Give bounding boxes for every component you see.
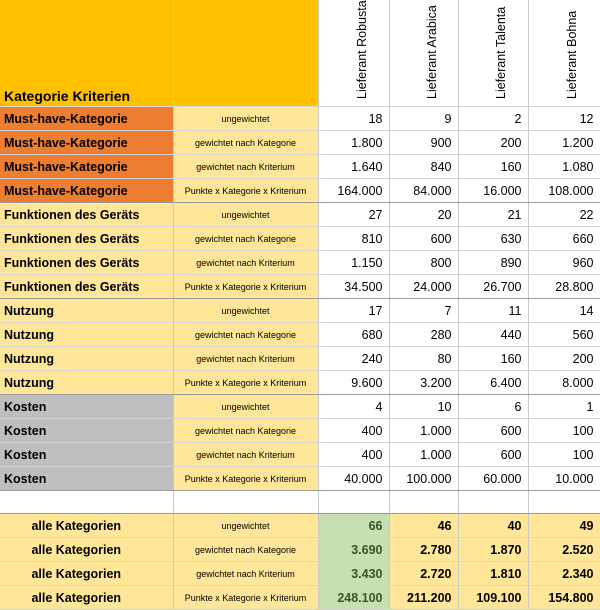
- weighting-cell[interactable]: gewichtet nach Kategorie: [173, 323, 318, 347]
- empty-cell[interactable]: [318, 491, 389, 514]
- value-cell[interactable]: 17: [318, 299, 389, 323]
- weighting-cell[interactable]: Punkte x Kategorie x Kriterium: [173, 179, 318, 203]
- empty-cell[interactable]: [528, 491, 600, 514]
- value-cell[interactable]: 20: [389, 203, 458, 227]
- weighting-cell[interactable]: Punkte x Kategorie x Kriterium: [173, 586, 318, 610]
- value-cell[interactable]: 440: [458, 323, 528, 347]
- value-cell[interactable]: 1.080: [528, 155, 600, 179]
- category-cell[interactable]: Funktionen des Geräts: [0, 203, 173, 227]
- category-cell[interactable]: Kosten: [0, 395, 173, 419]
- total-row: [0, 514, 600, 538]
- total-value-cell[interactable]: 109.100: [458, 586, 528, 610]
- weighting-cell[interactable]: gewichtet nach Kriterium: [173, 251, 318, 275]
- category-cell[interactable]: Funktionen des Geräts: [0, 227, 173, 251]
- value-cell[interactable]: 1.150: [318, 251, 389, 275]
- table-row: [0, 395, 600, 419]
- best-value-cell[interactable]: 248.100: [318, 586, 389, 610]
- value-cell[interactable]: 40.000: [318, 467, 389, 491]
- value-cell[interactable]: 9.600: [318, 371, 389, 395]
- value-cell[interactable]: 680: [318, 323, 389, 347]
- category-cell[interactable]: Kosten: [0, 443, 173, 467]
- value-cell[interactable]: 100.000: [389, 467, 458, 491]
- supplier-label: Lieferant Talenta: [494, 6, 508, 99]
- category-cell[interactable]: Must-have-Kategorie: [0, 155, 173, 179]
- category-cell[interactable]: Must-have-Kategorie: [0, 107, 173, 131]
- supplier-header[interactable]: [458, 0, 528, 107]
- value-cell[interactable]: 100: [528, 443, 600, 467]
- supplier-label: Lieferant Bohna: [565, 10, 579, 99]
- table-row: [0, 131, 600, 155]
- value-cell[interactable]: 900: [389, 131, 458, 155]
- value-cell[interactable]: 16.000: [458, 179, 528, 203]
- value-cell[interactable]: 1: [528, 395, 600, 419]
- table-row: [0, 203, 600, 227]
- weighting-cell[interactable]: ungewichtet: [173, 203, 318, 227]
- weighting-cell[interactable]: gewichtet nach Kriterium: [173, 155, 318, 179]
- header-blank-cell[interactable]: [173, 0, 318, 107]
- category-cell[interactable]: Nutzung: [0, 347, 173, 371]
- value-cell[interactable]: 890: [458, 251, 528, 275]
- table-row: [0, 107, 600, 131]
- value-cell[interactable]: 18: [318, 107, 389, 131]
- value-cell[interactable]: 280: [389, 323, 458, 347]
- value-cell[interactable]: 3.200: [389, 371, 458, 395]
- value-cell[interactable]: 7: [389, 299, 458, 323]
- category-cell[interactable]: Nutzung: [0, 323, 173, 347]
- header-title[interactable]: Kategorie Kriterien: [0, 0, 173, 107]
- value-cell[interactable]: 1.000: [389, 419, 458, 443]
- total-row: [0, 562, 600, 586]
- empty-cell[interactable]: [0, 491, 173, 514]
- value-cell[interactable]: 630: [458, 227, 528, 251]
- value-cell[interactable]: 4: [318, 395, 389, 419]
- category-cell[interactable]: Must-have-Kategorie: [0, 131, 173, 155]
- category-cell[interactable]: Funktionen des Geräts: [0, 251, 173, 275]
- value-cell[interactable]: 1.000: [389, 443, 458, 467]
- category-cell[interactable]: Nutzung: [0, 299, 173, 323]
- value-cell[interactable]: 400: [318, 443, 389, 467]
- weighting-cell[interactable]: ungewichtet: [173, 514, 318, 538]
- category-cell[interactable]: Kosten: [0, 467, 173, 491]
- total-value-cell[interactable]: 211.200: [389, 586, 458, 610]
- category-cell[interactable]: Funktionen des Geräts: [0, 275, 173, 299]
- weighting-cell[interactable]: Punkte x Kategorie x Kriterium: [173, 467, 318, 491]
- total-value-cell[interactable]: 154.800: [528, 586, 600, 610]
- total-category-cell[interactable]: alle Kategorien: [0, 586, 173, 610]
- header-row: [0, 0, 600, 107]
- total-category-cell[interactable]: alle Kategorien: [0, 562, 173, 586]
- value-cell[interactable]: 8.000: [528, 371, 600, 395]
- value-cell[interactable]: 200: [528, 347, 600, 371]
- table-row: [0, 251, 600, 275]
- value-cell[interactable]: 600: [458, 443, 528, 467]
- best-value-cell[interactable]: 3.690: [318, 538, 389, 562]
- supplier-header[interactable]: [389, 0, 458, 107]
- value-cell[interactable]: 22: [528, 203, 600, 227]
- total-value-cell[interactable]: 2.340: [528, 562, 600, 586]
- table-row: [0, 323, 600, 347]
- total-value-cell[interactable]: 46: [389, 514, 458, 538]
- total-value-cell[interactable]: 2.520: [528, 538, 600, 562]
- total-value-cell[interactable]: 1.810: [458, 562, 528, 586]
- value-cell[interactable]: 108.000: [528, 179, 600, 203]
- total-value-cell[interactable]: 2.780: [389, 538, 458, 562]
- total-value-cell[interactable]: 49: [528, 514, 600, 538]
- value-cell[interactable]: 600: [389, 227, 458, 251]
- value-cell[interactable]: 1.640: [318, 155, 389, 179]
- value-cell[interactable]: 810: [318, 227, 389, 251]
- value-cell[interactable]: 960: [528, 251, 600, 275]
- total-value-cell[interactable]: 40: [458, 514, 528, 538]
- value-cell[interactable]: 240: [318, 347, 389, 371]
- value-cell[interactable]: 26.700: [458, 275, 528, 299]
- weighting-cell[interactable]: gewichtet nach Kriterium: [173, 443, 318, 467]
- table-row: [0, 467, 600, 491]
- supplier-header[interactable]: [528, 0, 600, 107]
- supplier-label: Lieferant Robusta: [354, 0, 369, 99]
- weighting-cell[interactable]: gewichtet nach Kriterium: [173, 347, 318, 371]
- value-cell[interactable]: 6: [458, 395, 528, 419]
- weighting-cell[interactable]: gewichtet nach Kriterium: [173, 562, 318, 586]
- value-cell[interactable]: 840: [389, 155, 458, 179]
- table-row: [0, 227, 600, 251]
- value-cell[interactable]: 10.000: [528, 467, 600, 491]
- table-row: [0, 155, 600, 179]
- table-row: [0, 347, 600, 371]
- value-cell[interactable]: 60.000: [458, 467, 528, 491]
- empty-cell[interactable]: [173, 491, 318, 514]
- value-cell[interactable]: 27: [318, 203, 389, 227]
- weighting-cell[interactable]: gewichtet nach Kategorie: [173, 227, 318, 251]
- value-cell[interactable]: 660: [528, 227, 600, 251]
- total-value-cell[interactable]: 1.870: [458, 538, 528, 562]
- table-row: [0, 275, 600, 299]
- weighting-cell[interactable]: gewichtet nach Kategorie: [173, 419, 318, 443]
- value-cell[interactable]: 14: [528, 299, 600, 323]
- table-row: [0, 443, 600, 467]
- weighting-cell[interactable]: Punkte x Kategorie x Kriterium: [173, 371, 318, 395]
- table-row: [0, 299, 600, 323]
- value-cell[interactable]: 400: [318, 419, 389, 443]
- value-cell[interactable]: 84.000: [389, 179, 458, 203]
- weighting-cell[interactable]: Punkte x Kategorie x Kriterium: [173, 275, 318, 299]
- value-cell[interactable]: 12: [528, 107, 600, 131]
- value-cell[interactable]: 34.500: [318, 275, 389, 299]
- table-row: [0, 371, 600, 395]
- value-cell[interactable]: 10: [389, 395, 458, 419]
- value-cell[interactable]: 164.000: [318, 179, 389, 203]
- weighting-cell[interactable]: ungewichtet: [173, 107, 318, 131]
- value-cell[interactable]: 6.400: [458, 371, 528, 395]
- value-cell[interactable]: 160: [458, 155, 528, 179]
- weighting-cell[interactable]: gewichtet nach Kategorie: [173, 131, 318, 155]
- empty-cell[interactable]: [389, 491, 458, 514]
- value-cell[interactable]: 28.800: [528, 275, 600, 299]
- weighting-cell[interactable]: ungewichtet: [173, 299, 318, 323]
- value-cell[interactable]: 9: [389, 107, 458, 131]
- value-cell[interactable]: 1.200: [528, 131, 600, 155]
- value-cell[interactable]: 11: [458, 299, 528, 323]
- total-category-cell[interactable]: alle Kategorien: [0, 538, 173, 562]
- supplier-header[interactable]: [318, 0, 389, 107]
- category-cell[interactable]: Nutzung: [0, 371, 173, 395]
- value-cell[interactable]: 2: [458, 107, 528, 131]
- weighting-cell[interactable]: ungewichtet: [173, 395, 318, 419]
- value-cell[interactable]: 1.800: [318, 131, 389, 155]
- value-cell[interactable]: 200: [458, 131, 528, 155]
- value-cell[interactable]: 800: [389, 251, 458, 275]
- value-cell[interactable]: 100: [528, 419, 600, 443]
- table-row: [0, 179, 600, 203]
- table-row: [0, 419, 600, 443]
- best-value-cell[interactable]: 3.430: [318, 562, 389, 586]
- value-cell[interactable]: 160: [458, 347, 528, 371]
- value-cell[interactable]: 21: [458, 203, 528, 227]
- value-cell[interactable]: 600: [458, 419, 528, 443]
- spacer-row: [0, 491, 600, 514]
- category-cell[interactable]: Must-have-Kategorie: [0, 179, 173, 203]
- total-category-cell[interactable]: alle Kategorien: [0, 514, 173, 538]
- category-cell[interactable]: Kosten: [0, 419, 173, 443]
- total-row: [0, 538, 600, 562]
- value-cell[interactable]: 560: [528, 323, 600, 347]
- empty-cell[interactable]: [458, 491, 528, 514]
- value-cell[interactable]: 24.000: [389, 275, 458, 299]
- supplier-label: Lieferant Arabica: [424, 5, 439, 99]
- total-value-cell[interactable]: 2.720: [389, 562, 458, 586]
- best-value-cell[interactable]: 66: [318, 514, 389, 538]
- weighting-cell[interactable]: gewichtet nach Kategorie: [173, 538, 318, 562]
- value-cell[interactable]: 80: [389, 347, 458, 371]
